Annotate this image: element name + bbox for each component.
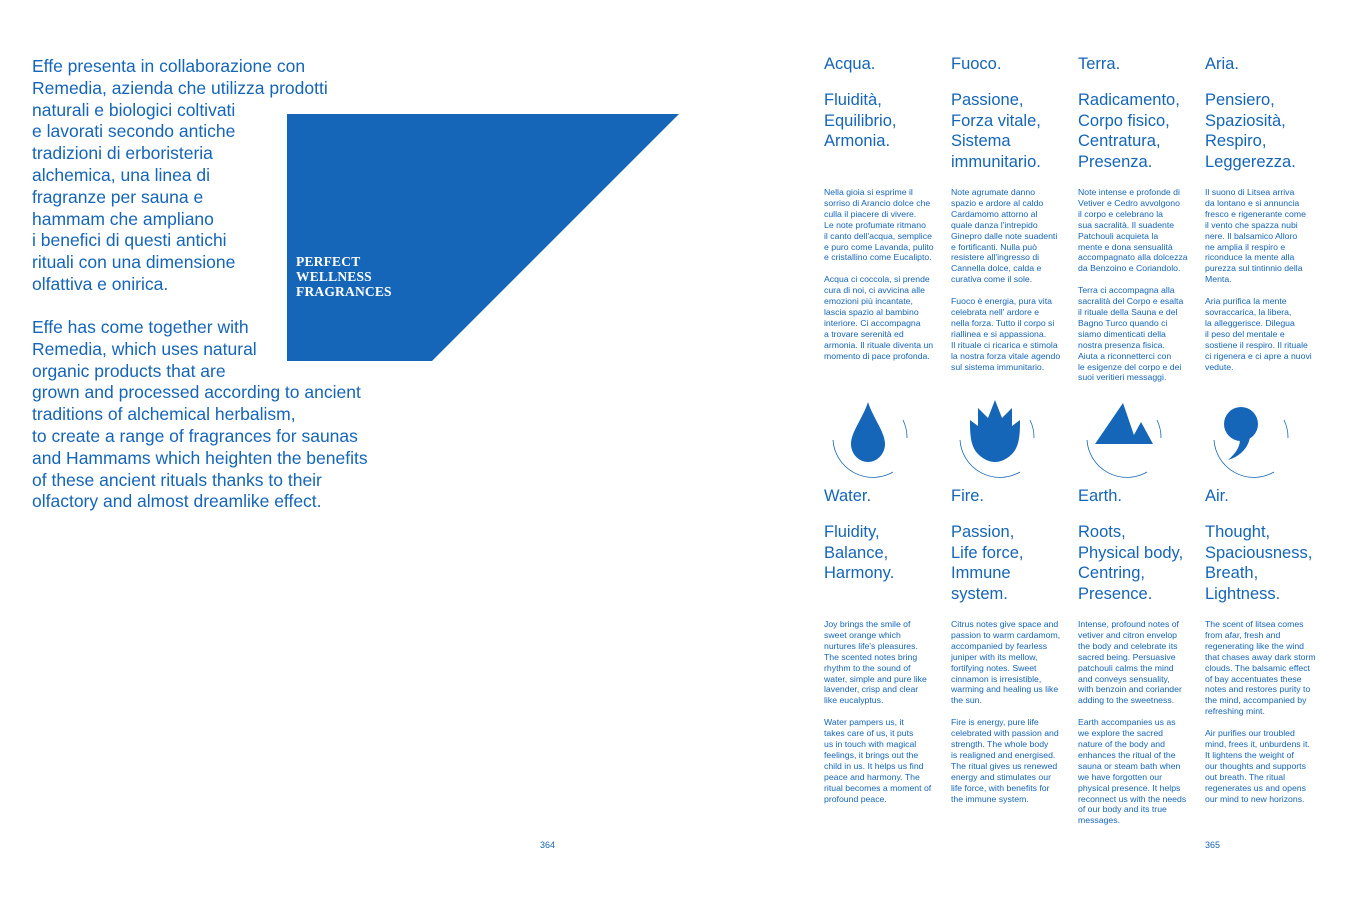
element-text-it: Il suono di Litsea arriva da lontano e si annuncia fresco e rigenerante come il vento che spazza nubi nere. Il balsamico Alloro ne amplia il respiro e riconduce la mente alla purezza sul tintinnio della Menta. Aria purifica la mente sovraccarica, la libera, la alleggerisce. Dilegua il peso del mentale e sostiene il respiro. Il rituale ci rigenera e ci apre a nuovi vedute. xyxy=(1205,187,1312,372)
element-name-en: Air. xyxy=(1205,487,1229,505)
element-qualities-en: Fluidity, Balance, Harmony. xyxy=(824,523,895,582)
mountain-icon xyxy=(1077,390,1167,480)
element-text-en: Citrus notes give space and passion to warm cardamom, accompanied by fearless juniper with its mellow, fortifying notes. Sweet cinnamon is irresistible, warming and healing us like the sun. Fire is energy, pure life celebrated with passion and strength. The whole body is realigned and energised. The ritual gives us renewed energy and stimulates our life force, with benefits for the immune system. xyxy=(951,619,1061,804)
element-text-en: The scent of litsea comes from afar, fresh and regenerating like the wind that chases away dark storm clouds. The balsamic effect of bay accentuates these notes and restores purity to the mind, accompanied by refreshing mint. Air purifies our troubled mind, frees it, unburdens it. It lightens the weight of our thoughts and supports out breath. The ritual regenerates us and opens our mind to new horizons. xyxy=(1205,619,1316,804)
element-qualities-en: Passion, Life force, Immune system. xyxy=(951,523,1024,603)
banner-shape xyxy=(287,114,679,361)
element-name-en: Fire. xyxy=(951,487,984,505)
banner-title: PERFECT WELLNESS FRAGRANCES xyxy=(296,254,392,299)
element-text-it: Note intense e profonde di Vetiver e Cedro avvolgono il corpo e celebrano la sua sacralità. Il suadente Patchouli acquieta la mente e dona sensualità accompagnato alla dolcezza da Benzoino e Coriandolo. Terra ci accompagna alla sacralità del Corpo e esalta il rituale della Sauna e del Bagno Turco quando ci siamo dimenticati della nostra presenza fisica. Aiuta a riconnetterci con le esigenze del corpo e dei suoi veritieri messaggi. xyxy=(1078,187,1188,383)
page-number-right: 365 xyxy=(1205,840,1221,850)
element-qualities-it: Pensiero, Spaziosità, Respiro, Leggerezza. xyxy=(1205,91,1296,171)
element-text-it: Note agrumate danno spazio e ardore al caldo Cardamomo attorno al quale danza l'intrepido Ginepro dalle note suadenti e fortificanti. Nulla può resistere all'ingresso di Cannella dolce, calda e curativa come il sole. Fuoco è energia, pura vita celebrata nell' ardore e nella forza. Tutto il corpo si riallinea e si appassiona. Il rituale ci ricarica e stimola la nostra forza vitale agendo sul sistema immunitario. xyxy=(951,187,1061,372)
element-name-it: Fuoco. xyxy=(951,55,1002,73)
element-name-it: Terra. xyxy=(1078,55,1121,73)
element-qualities-en: Roots, Physical body, Centring, Presence. xyxy=(1078,523,1184,603)
element-text-en: Intense, profound notes of vetiver and citron envelop the body and celebrate its sacred being. Persuasive patchouli calms the mind and conveys sensuality, with benzoin and coriander adding to the sweetness. Earth accompanies us as we explore the sacred nature of the body and enhances the ritual of the sauna or steam bath when we have forgotten our physical presence. It helps reconnect us with the needs of our body and its true messages. xyxy=(1078,619,1187,826)
intro-english-paragraph: Effe has come together with Remedia, which uses natural organic products that are grown and processed according to ancient traditions of alchemical herbalism, to create a range of fragrances for saunas and Hammams which heighten the benefits of these ancient rituals thanks to their olfactory and almost dreamlike effect. xyxy=(32,317,368,512)
flame-icon xyxy=(950,390,1040,480)
element-qualities-en: Thought, Spaciousness, Breath, Lightness. xyxy=(1205,523,1313,603)
element-text-en: Joy brings the smile of sweet orange which nurtures life's pleasures. The scented notes bring rhythm to the sound of water, simple and pure like lavender, crisp and clear like eucalyptus. Water pampers us, it takes care of us, it puts us in touch with magical feelings, it brings out the child in us. It helps us find peace and harmony. The ritual becomes a moment of profound peace. xyxy=(824,619,932,804)
wind-swirl-icon xyxy=(1204,390,1294,480)
element-name-en: Water. xyxy=(824,487,872,505)
element-qualities-it: Fluidità, Equilibrio, Armonia. xyxy=(824,91,897,150)
element-qualities-it: Radicamento, Corpo fisico, Centratura, Presenza. xyxy=(1078,91,1180,171)
element-text-it: Nella gioia si esprime il sorriso di Arancio dolce che culla il piacere di vivere. Le note profumate ritmano il canto dell'acqua, semplice e puro come Lavanda, pulito e cristallino come Eucalipto. Acqua ci coccola, si prende cura di noi, ci avvicina alle emozioni più incantate, lascia spazio al bambino interiore. Ci accompagna a trovare serenità ed armonia. Il rituale diventa un momento di pace profonda. xyxy=(824,187,934,361)
element-name-it: Acqua. xyxy=(824,55,876,73)
banner-trapezoid xyxy=(287,114,679,361)
element-name-en: Earth. xyxy=(1078,487,1123,505)
element-name-it: Aria. xyxy=(1205,55,1239,73)
page-number-left: 364 xyxy=(540,840,556,850)
intro-italian-paragraph: Effe presenta in collaborazione con Remedia, azienda che utilizza prodotti naturali e biologici coltivati e lavorati secondo antiche tradizioni di erboristeria alchemica, una linea di fragranze per sauna e hammam che ampliano i benefici di questi antichi rituali con una dimensione olfattiva e onirica. xyxy=(32,56,328,294)
element-qualities-it: Passione, Forza vitale, Sistema immunitario. xyxy=(951,91,1041,171)
water-drop-icon xyxy=(823,390,913,480)
